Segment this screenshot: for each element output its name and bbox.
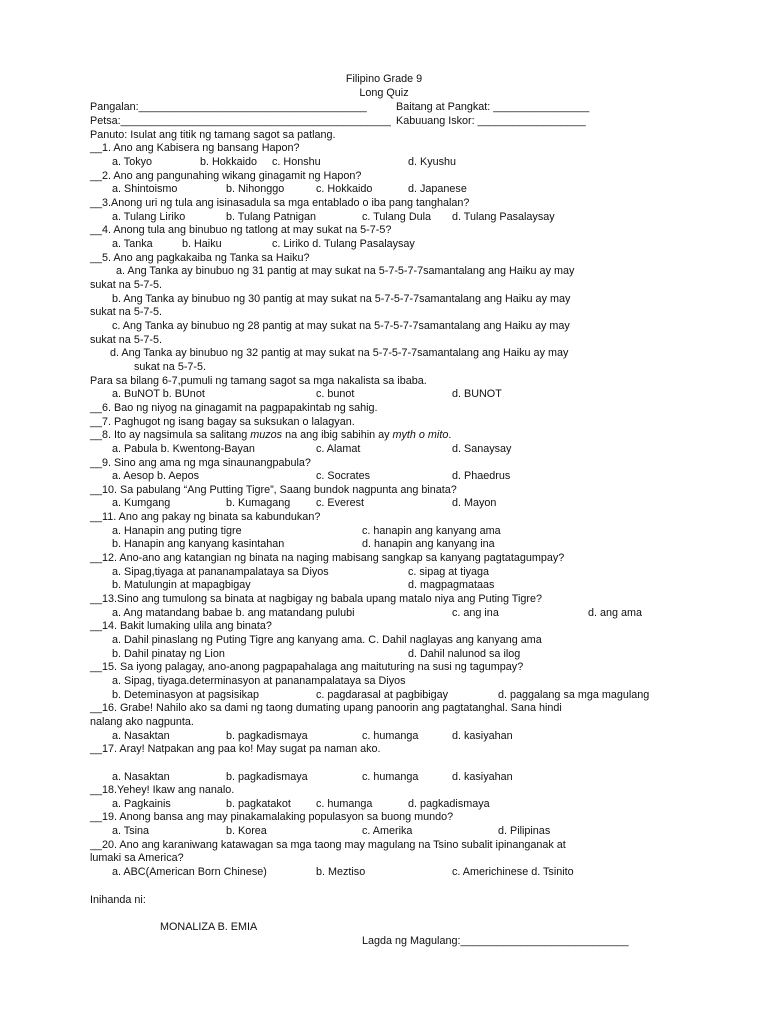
score-field[interactable]: Kabuuang Iskor: __________________ (396, 115, 586, 127)
question-16-continued: nalang ako nagpunta. (90, 716, 194, 728)
question-18: __18.Yehey! Ikaw ang nanalo. (90, 784, 235, 796)
choice-c: c. Socrates (316, 470, 371, 482)
choice-a-b: a. Pabula b. Kwentong-Bayan (112, 443, 255, 455)
choice-b: b. pagkatakot (226, 798, 291, 810)
choice-d: d. kasiyahan (452, 730, 513, 742)
choice-a: a. Tanka (112, 238, 153, 250)
choice-a-b: a. Ang matandang babae b. ang matandang pulubi (112, 607, 355, 619)
choice-b-continued: sukat na 5-7-5. (90, 306, 163, 318)
choice-b: b. pagkadismaya (226, 730, 308, 742)
date-field[interactable]: Petsa:_____________________________________________ (90, 115, 391, 127)
choice-a: a. Shintoismo (112, 183, 178, 195)
choice-d: d. Kyushu (408, 156, 457, 168)
choice-a: a. ABC(American Born Chinese) (112, 866, 267, 878)
question-20: __20. Ano ang karaniwang katawagan sa mga taong may magulang na Tsino subalit ipinanganak at (90, 839, 566, 851)
instructions: Panuto: Isulat ang titik ng tamang sagot sa patlang. (90, 129, 336, 141)
choice-a: a. Nasaktan (112, 771, 170, 783)
italic-term: muzos (250, 429, 283, 441)
choice-b: b. Hanapin ang kanyang kasintahan (112, 538, 285, 550)
choice-b: b. Dahil pinatay ng Lion (112, 648, 225, 660)
grade-section-field[interactable]: Baitang at Pangkat: ________________ (396, 101, 590, 113)
choice-c-d: c. Americhinese d. Tsinito (452, 866, 574, 878)
document-subtitle: Long Quiz (359, 87, 409, 99)
question-17: __17. Aray! Natpakan ang paa ko! May sugat pa naman ako. (90, 743, 381, 755)
choice-a: a. Sipag,tiyaga at pananampalataya sa Diyos (112, 566, 329, 578)
question-13: __13.Sino ang tumulong sa binata at nagbigay ng babala upang matalo niya ang Puting Tigre? (90, 593, 543, 605)
choice-b: b. Korea (226, 825, 267, 837)
choice-c: c. pagdarasal at pagbibigay (316, 689, 449, 701)
choice-d: d. hanapin ang kanyang ina (362, 538, 495, 550)
choice-d: d. kasiyahan (452, 771, 513, 783)
choice-text: b. Ang Tanka ay binubuo ng 30 pantig at may sukat na 5-7-5-7-7samantalang ang Haiku ay may (112, 293, 571, 305)
parent-signature-field[interactable]: Lagda ng Magulang:____________________________ (362, 935, 629, 947)
question-12: __12. Ano-ano ang katangian ng binata na naging mabisang sangkap sa kanyang pagtatagumpay? (90, 552, 565, 564)
choice-d: d. Pilipinas (498, 825, 551, 837)
instructions-6-7: Para sa bilang 6-7,pumuli ng tamang sagot sa mga nakalista sa ibaba. (90, 375, 427, 387)
choice-d: d. Sanaysay (452, 443, 512, 455)
choice-a: a. Pagkainis (112, 798, 171, 810)
question-20-continued: lumaki sa America? (90, 852, 184, 864)
choice-d: d. ang ama (588, 607, 643, 619)
choice-c: c. hanapin ang kanyang ama (362, 525, 501, 537)
choice-c: c. Alamat (316, 443, 361, 455)
choice-b: b. Meztiso (316, 866, 366, 878)
choice-a: a. Tulang Liriko (112, 211, 186, 223)
choice-d: d. BUNOT (452, 388, 502, 400)
choice-text: d. Ang Tanka ay binubuo ng 32 pantig at may sukat na 5-7-5-7-7samantalang ang Haiku ay may (110, 347, 569, 359)
choice-a-continued: sukat na 5-7-5. (90, 279, 163, 291)
choice-b: b. Hokkaido (200, 156, 258, 168)
question-4: __4. Anong tula ang binubuo ng tatlong at may sukat na 5-7-5? (90, 224, 392, 236)
question-11: __11. Ano ang pakay ng binata sa kabundukan? (90, 511, 321, 523)
choice-b: b. Deteminasyon at pagsisikap (112, 689, 260, 701)
question-text: __8. Ito ay nagsimula sa salitang (90, 429, 251, 441)
choice-b: b. Nihonggo (226, 183, 285, 195)
choice-a: a. Kumgang (112, 497, 171, 509)
choice-a-c: a. Dahil pinaslang ng Puting Tigre ang kanyang ama. C. Dahil naglayas ang kanyang ama (112, 634, 542, 646)
choice-b: b. pagkadismaya (226, 771, 308, 783)
choice-a-b: a. BuNOT b. BUnot (112, 388, 205, 400)
choice-a-b: a. Aesop b. Aepos (112, 470, 200, 482)
choice-c: c. Honshu (272, 156, 321, 168)
choice-c: c. Everest (316, 497, 365, 509)
choice-text: c. Ang Tanka ay binubuo ng 28 pantig at may sukat na 5-7-5-7-7samantalang ang Haiku ay may (112, 320, 570, 332)
choice-d: d. magpagmataas (408, 579, 495, 591)
name-field[interactable]: Pangalan:______________________________________ (90, 101, 367, 113)
question-9: __9. Sino ang ama ng mga sinaunangpabula? (90, 457, 311, 469)
question-16: __16. Grabe! Nahilo ako sa dami ng taong dumating upang panoorin ang pagtatanghal. Sana hindi (90, 702, 562, 714)
choice-b: b. Kumagang (226, 497, 291, 509)
question-text: na ang ibig sabihin ay (282, 429, 393, 441)
choice-c: c. Tulang Dula (362, 211, 432, 223)
question-7: __7. Paghugot ng isang bagay sa suksukan o lalagyan. (90, 416, 355, 428)
question-8 (90, 429, 451, 442)
prepared-by-label: Inihanda ni: (90, 894, 146, 906)
question-2: __2. Ano ang pangunahing wikang ginagamit ng Hapon? (90, 170, 362, 182)
choice-d: d. Dahil nalunod sa ilog (408, 648, 521, 660)
choice-a: a. Tsina (112, 825, 150, 837)
choice-b: b. Haiku (182, 238, 222, 250)
choice-d: d. Japanese (408, 183, 467, 195)
choice-a: a. Tokyo (112, 156, 153, 168)
choice-text: sukat na 5-7-5. (134, 361, 207, 373)
choice-d: d. paggalang sa mga magulang (498, 689, 650, 701)
question-5: __5. Ano ang pagkakaiba ng Tanka sa Haiku? (90, 252, 310, 264)
choice-c: c. Hokkaido (316, 183, 373, 195)
question-19: __19. Anong bansa ang may pinakamalaking populasyon sa buong mundo? (90, 811, 454, 823)
choice-c-continued: sukat na 5-7-5. (90, 334, 163, 346)
author-name: MONALIZA B. EMIA (160, 921, 258, 933)
choice-d: d. Tulang Pasalaysay (452, 211, 555, 223)
choice-text: a. Ang Tanka ay binubuo ng 31 pantig at may sukat na 5-7-5-7-7samantalang ang Haiku ay may (116, 265, 575, 277)
choice-c: c. ang ina (452, 607, 499, 619)
document-title: Filipino Grade 9 (345, 73, 423, 85)
choice-c: c. Amerika (362, 825, 413, 837)
choice-d: d. pagkadismaya (408, 798, 490, 810)
question-10: __10. Sa pabulang “Ang Putting Tigre”, Saang bundok nagpunta ang binata? (90, 484, 457, 496)
question-text: . (448, 429, 452, 441)
question-1: __1. Ano ang Kabisera ng bansang Hapon? (90, 142, 300, 154)
question-3: __3.Anong uri ng tula ang isinasadula sa mga entablado o iba pang tanghalan? (90, 197, 470, 209)
choice-a: a. Hanapin ang puting tigre (112, 525, 242, 537)
choice-c-d: c. Liriko d. Tulang Pasalaysay (272, 238, 415, 250)
question-6: __6. Bao ng niyog na ginagamit na pagpapakintab ng sahig. (90, 402, 378, 414)
choice-c: c. humanga (316, 798, 373, 810)
choice-a: a. Nasaktan (112, 730, 170, 742)
choice-d: d. Phaedrus (452, 470, 511, 482)
choice-c: c. sipag at tiyaga (408, 566, 490, 578)
choice-c: c. bunot (316, 388, 355, 400)
choice-b: b. Tulang Patnigan (226, 211, 317, 223)
choice-text: a. Sipag, tiyaga.determinasyon at pananampalataya sa Diyos (112, 675, 406, 687)
question-15: __15. Sa iyong palagay, ano-anong pagpapahalaga ang maituturing na susi ng tagumpay? (90, 661, 524, 673)
question-14: __14. Bakit lumaking ulila ang binata? (90, 620, 272, 632)
choice-c: c. humanga (362, 771, 419, 783)
choice-d: d. Mayon (452, 497, 497, 509)
choice-b: b. Matulungin at mapagbigay (112, 579, 251, 591)
italic-term: myth o mito (392, 429, 449, 441)
choice-c: c. humanga (362, 730, 419, 742)
